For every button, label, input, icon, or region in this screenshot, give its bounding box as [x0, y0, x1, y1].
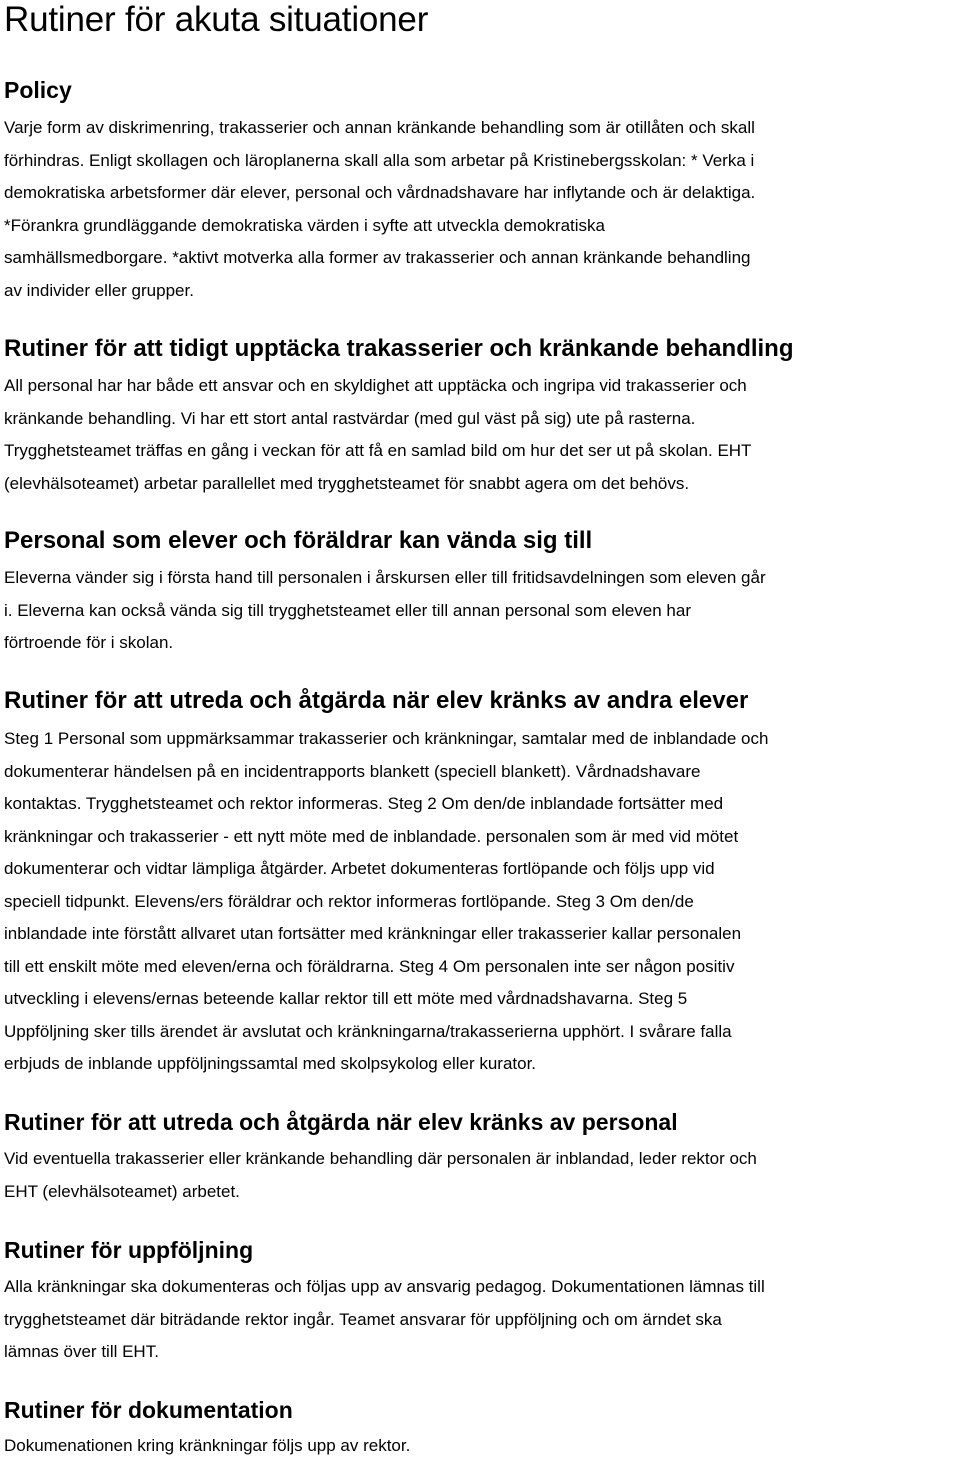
- text-line: Eleverna vänder sig i första hand till personalen i årskursen eller till fritidsavdelningen som eleven går: [4, 568, 766, 587]
- text-line: All personal har har både ett ansvar och en skyldighet att upptäcka och ingripa vid trakasserier och: [4, 376, 747, 395]
- section-body-student-offenses: [4, 723, 954, 1081]
- text-line: lämnas över till EHT.: [4, 1342, 159, 1361]
- document-title: Rutiner för akuta situationer: [4, 0, 429, 39]
- text-line: Varje form av diskrimenring, trakasserier och annan kränkande behandling som är otillåten och skall: [4, 118, 755, 137]
- text-line: förtroende för i skolan.: [4, 633, 174, 652]
- text-line: samhällsmedborgare. *aktivt motverka alla former av trakasserier och annan kränkande behandling: [4, 248, 751, 267]
- section-body-follow-up: [4, 1271, 954, 1369]
- text-line: kontaktas. Trygghetsteamet och rektor informeras. Steg 2 Om den/de inblandade fortsätter med: [4, 794, 724, 813]
- text-line: Vid eventuella trakasserier eller kränkande behandling där personalen är inblandad, leder rektor och: [4, 1149, 757, 1168]
- text-line: Alla kränkningar ska dokumenteras och följas upp av ansvarig pedagog. Dokumentationen lämnas till: [4, 1277, 765, 1296]
- text-line: dokumenterar och vidtar lämpliga åtgärder. Arbetet dokumenteras fortlöpande och följs upp vid: [4, 859, 715, 878]
- text-line: Dokumenationen kring kränkningar följs upp av rektor.: [4, 1436, 411, 1455]
- text-line: *Förankra grundläggande demokratiska värden i syfte att utveckla demokratiska: [4, 215, 605, 235]
- section-body-contact-staff: [4, 562, 954, 660]
- text-line: i. Eleverna kan också vända sig till trygghetsteamet eller till annan personal som eleven har: [4, 600, 691, 620]
- section-body-early-detection: [4, 370, 954, 500]
- text-line: EHT (elevhälsoteamet) arbetet.: [4, 1181, 240, 1201]
- text-line: trygghetsteamet där biträdande rektor ingår. Teamet ansvarar för uppföljning och om ärndet ska: [4, 1309, 722, 1329]
- section-heading-student-offenses: Rutiner för att utreda och åtgärda när elev kränks av andra elever: [4, 687, 749, 714]
- section-heading-contact-staff: Personal som elever och föräldrar kan vända sig till: [4, 527, 593, 554]
- text-line: Steg 1 Personal som uppmärksammar trakasserier och kränkningar, samtalar med de inblandade och: [4, 729, 769, 748]
- section-heading-staff-offenses: Rutiner för att utreda och åtgärda när elev kränks av personal: [4, 1109, 678, 1135]
- text-line: kränkande behandling. Vi har ett stort antal rastvärdar (med gul väst på sig) ute på rasterna.: [4, 408, 696, 428]
- text-line: Uppföljning sker tills ärendet är avslutat och kränkningarna/trakasserierna upphört. I svårare falla: [4, 1021, 732, 1041]
- section-heading-policy: Policy: [4, 77, 72, 103]
- text-line: dokumenterar händelsen på en incidentrapports blankett (speciell blankett). Vårdnadshavare: [4, 761, 701, 781]
- text-line: av individer eller grupper.: [4, 280, 194, 300]
- text-line: Trygghetsteamet träffas en gång i veckan för att få en samlad bild om hur det ser ut på skolan. EHT: [4, 441, 752, 460]
- section-body-staff-offenses: [4, 1143, 954, 1208]
- section-heading-documentation: Rutiner för dokumentation: [4, 1397, 293, 1423]
- section-body-documentation: [4, 1430, 954, 1463]
- text-line: utveckling i elevens/ernas beteende kallar rektor till ett möte med vårdnadshavarna. Steg 5: [4, 989, 688, 1008]
- section-heading-early-detection: Rutiner för att tidigt upptäcka trakasserier och kränkande behandling: [4, 335, 794, 362]
- text-line: (elevhälsoteamet) arbetar parallellet med trygghetsteamet för snabbt agera om det behövs.: [4, 473, 690, 493]
- section-body-policy: [4, 112, 954, 307]
- text-line: erbjuds de inblande uppföljningssamtal med skolpsykolog eller kurator.: [4, 1054, 537, 1073]
- text-line: demokratiska arbetsformer där elever, personal och vårdnadshavare har inflytande och är delaktiga.: [4, 183, 756, 202]
- text-line: speciell tidpunkt. Elevens/ers föräldrar och rektor informeras fortlöpande. Steg 3 Om den/de: [4, 891, 694, 911]
- text-line: till ett enskilt möte med eleven/erna och föräldrarna. Steg 4 Om personalen inte ser någon positiv: [4, 956, 735, 976]
- text-line: förhindras. Enligt skollagen och läroplanerna skall alla som arbetar på Kristinebergsskolan: * Verka i: [4, 150, 755, 170]
- text-line: kränkningar och trakasserier - ett nytt möte med de inblandade. personalen som är med vid mötet: [4, 826, 739, 846]
- section-heading-follow-up: Rutiner för uppföljning: [4, 1237, 254, 1263]
- text-line: inblandade inte förstått allvaret utan fortsätter med kränkningar eller trakasserier kallar personalen: [4, 924, 742, 943]
